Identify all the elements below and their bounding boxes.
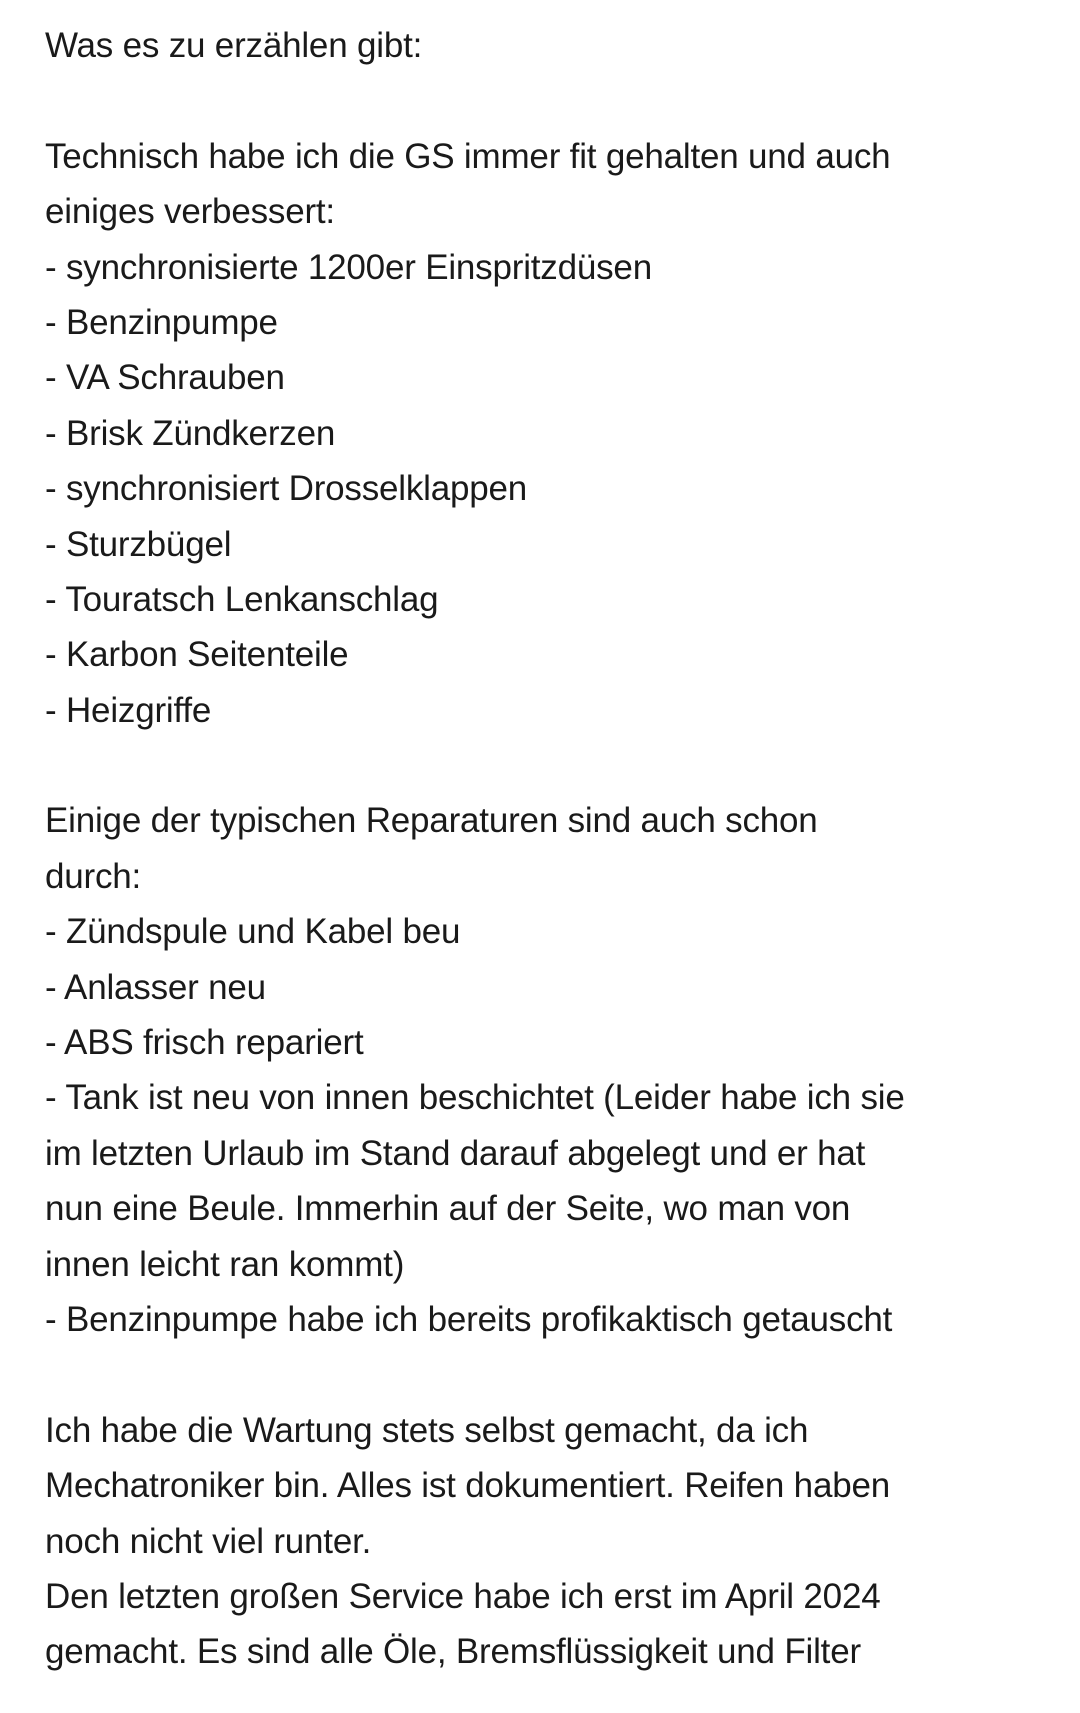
list-item: - VA Schrauben [45,358,285,398]
list-item: - Anlasser neu [45,967,266,1007]
maintenance-text: gemacht. Es sind alle Öle, Bremsflüssigkeit und Filter [45,1632,861,1672]
maintenance-text: Den letzten großen Service habe ich erst im April 2024 [45,1576,881,1616]
repairs-section [45,793,1045,1347]
intro-text: Was es zu erzählen gibt: [45,26,423,65]
improvements-heading: einiges verbessert: [45,192,335,232]
maintenance-text: Ich habe die Wartung stets selbst gemacht, da ich [45,1410,809,1450]
listing-description [45,18,1045,1680]
list-item: - Brisk Zündkerzen [45,413,336,453]
list-item: - Heizgriffe [45,690,212,730]
list-item: - Touratsch Lenkanschlag [45,579,439,619]
maintenance-section [45,1403,1045,1680]
maintenance-text: noch nicht viel runter. [45,1521,372,1561]
list-item-continuation: innen leicht ran kommt) [45,1244,405,1284]
repairs-heading: durch: [45,856,142,896]
list-item: - Benzinpumpe [45,302,278,342]
maintenance-text: Mechatroniker bin. Alles ist dokumentiert. Reifen haben [45,1466,891,1506]
spacer [45,1347,1045,1402]
list-item-continuation: nun eine Beule. Immerhin auf der Seite, wo man von [45,1189,851,1229]
list-item: - ABS frisch repariert [45,1023,364,1063]
list-item: - Tank ist neu von innen beschichtet (Leider habe ich sie [45,1078,905,1118]
spacer [45,738,1045,793]
repairs-heading: Einige der typischen Reparaturen sind auch schon [45,801,818,841]
list-item: - Benzinpumpe habe ich bereits profikaktisch getauscht [45,1299,893,1339]
list-item: - Sturzbügel [45,524,232,564]
improvements-heading: Technisch habe ich die GS immer fit gehalten und auch [45,136,891,176]
list-item: - synchronisierte 1200er Einspritzdüsen [45,247,652,287]
list-item: - Zündspule und Kabel beu [45,912,461,952]
list-item-continuation: im letzten Urlaub im Stand darauf abgelegt und er hat [45,1133,866,1173]
improvements-section [45,129,1045,738]
spacer [45,73,1045,128]
list-item: - Karbon Seitenteile [45,635,349,675]
list-item: - synchronisiert Drosselklappen [45,469,528,509]
